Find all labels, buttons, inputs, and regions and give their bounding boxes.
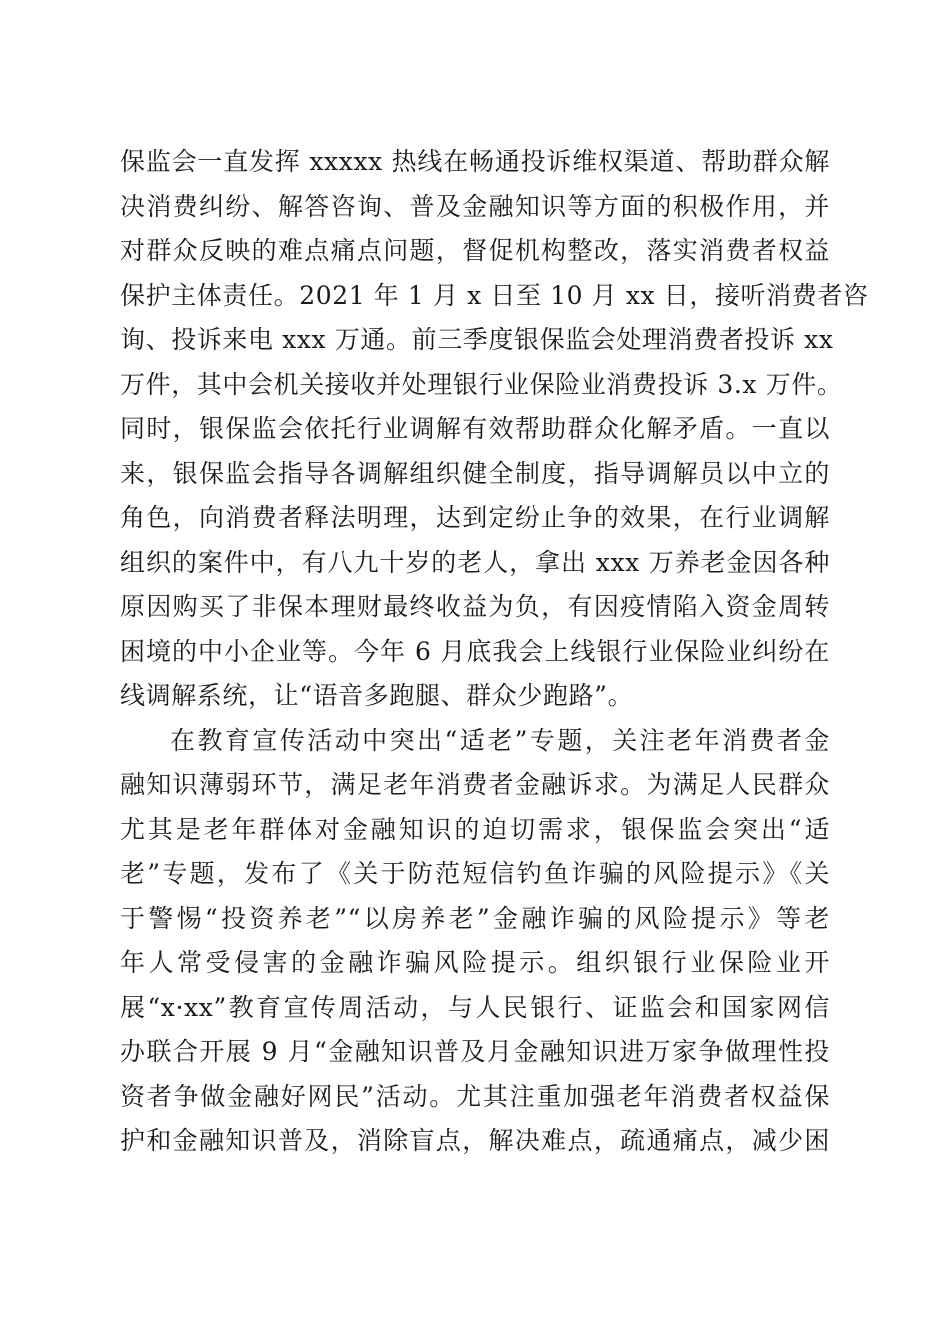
- text-line: 原因购买了非保本理财最终收益为负，有因疫情陷入资金周转: [120, 592, 830, 621]
- text-line: 融知识薄弱环节，满足老年消费者金融诉求。为满足人民群众: [120, 770, 830, 799]
- text-line: 来，银保监会指导各调解组织健全制度，指导调解员以中立的: [120, 458, 830, 488]
- paragraph-2: [120, 719, 830, 1164]
- text-line: 办联合开展 9 月“金融知识普及月金融知识进万家争做理性投: [120, 1037, 830, 1066]
- text-line: 询、投诉来电 xxx 万通。前三季度银保监会处理消费者投诉 xx: [120, 325, 834, 354]
- text-line: 保护主体责任。2021 年 1 月 x 日至 10 月 xx 日，接听消费者咨: [120, 280, 869, 310]
- text-line: 组织的案件中，有八九十岁的老人，拿出 xxx 万养老金因各种: [120, 547, 830, 577]
- text-line: 年人常受侵害的金融诈骗风险提示。组织银行业保险业开: [120, 948, 830, 977]
- text-line: 在教育宣传活动中突出“适老”专题，关注老年消费者金: [170, 725, 830, 755]
- paragraph-1: [120, 140, 869, 719]
- text-line: 万件，其中会机关接收并处理银行业保险业消费投诉 3.x 万件。: [120, 369, 843, 399]
- text-line: 尤其是老年群体对金融知识的迫切需求，银保监会突出“适: [120, 814, 830, 844]
- text-line: 对群众反映的难点痛点问题，督促机构整改，落实消费者权益: [120, 236, 830, 265]
- text-line: 老”专题，发布了《关于防范短信钓鱼诈骗的风险提示》《关: [120, 859, 830, 888]
- text-line: 困境的中小企业等。今年 6 月底我会上线银行业保险业纠纷在: [120, 636, 830, 666]
- document-body: [120, 140, 869, 1164]
- text-line: 同时，银保监会依托行业调解有效帮助群众化解矛盾。一直以: [120, 414, 830, 443]
- text-line: 资者争做金融好网民”活动。尤其注重加强老年消费者权益保: [120, 1081, 830, 1111]
- text-line: 角色，向消费者释法明理，达到定纷止争的效果，在行业调解: [120, 503, 830, 532]
- text-line: 保监会一直发挥 xxxxx 热线在畅通投诉维权渠道、帮助群众解: [120, 147, 830, 176]
- text-line: 决消费纠纷、解答咨询、普及金融知识等方面的积极作用，并: [120, 191, 830, 221]
- text-line: 展“x·xx”教育宣传周活动，与人民银行、证监会和国家网信: [120, 992, 830, 1022]
- text-line: 于警惕“投资养老”“以房养老”金融诈骗的风险提示》等老: [120, 903, 830, 933]
- text-line: 护和金融知识普及，消除盲点，解决难点，疏通痛点，减少困: [120, 1126, 830, 1155]
- text-line: 线调解系统，让“语音多跑腿、群众少跑路”。: [120, 681, 634, 710]
